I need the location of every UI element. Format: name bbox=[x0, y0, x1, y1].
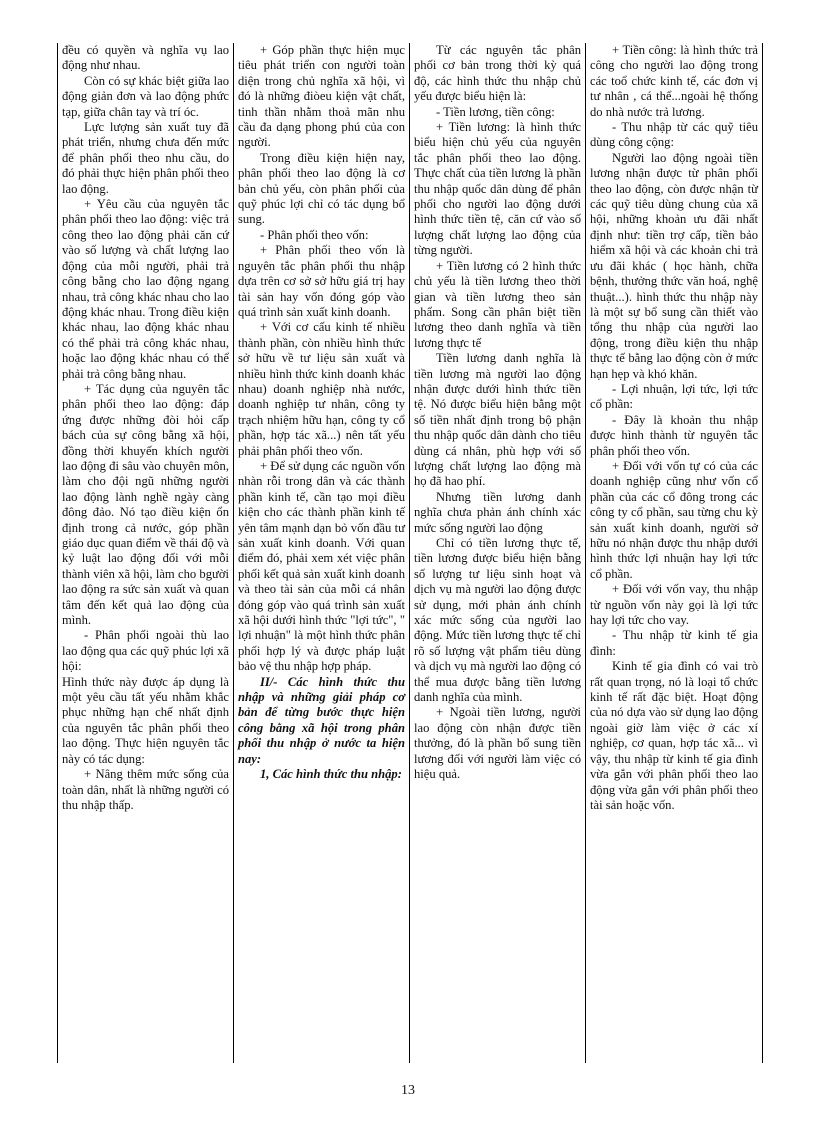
paragraph: Trong điều kiện hiện nay, phân phối theo lao động là cơ bản chủ yếu, còn phân phối của quỹ phúc lợi chỉ có tác dụng bổ sung. bbox=[238, 150, 405, 227]
section-heading: II/- Các hình thức thu nhập và những giải pháp cơ bản để từng bước thực hiện công bằng xã hội trong phân phối thu nhập ở nước ta hiện nay: bbox=[238, 674, 405, 766]
paragraph: Nhưng tiền lương danh nghĩa chưa phản ánh chính xác mức sống người lao động bbox=[414, 489, 581, 535]
page-number: 13 bbox=[401, 1083, 415, 1098]
column-1 bbox=[58, 43, 234, 1063]
paragraph: + Phân phối theo vốn là nguyên tắc phân phối thu nhập dựa trên cơ sở sở hữu giá trị hay tài sản hay vốn đóng góp vào quá trình sản xuất kinh doanh. bbox=[238, 243, 405, 319]
paragraph: + Yêu cầu của nguyên tắc phân phối theo lao động: việc trả công theo lao động phải căn cứ vào số lượng và chất lượng lao động của mỗi người, phải trả công bằng cho lao động ngang nhau, trả công khác nhau cho lao động khác nhau. Trong điều kiện khác nhau, lao động khác nhau có thể phải trả công khác nhau, hoặc lao động khác nhau có thể phải trả công bằng nhau. bbox=[62, 197, 229, 381]
paragraph: đều có quyền và nghĩa vụ lao động như nhau. bbox=[62, 43, 229, 73]
paragraph: + Đối với vốn vay, thu nhập từ nguồn vốn này gọi là lợi tức hay lợi tức cho vay. bbox=[590, 582, 758, 628]
document-page bbox=[57, 43, 763, 1063]
paragraph: + Góp phần thực hiện mục tiêu phát triển con người toàn diện trong chủ nghĩa xã hội, vì đó là những điòeu kiện vật chất, tinh thần nhằm thoả mãn nhu cầu đa dạng phong phú của con người. bbox=[238, 43, 405, 150]
column-2 bbox=[234, 43, 410, 1063]
paragraph: Tiền lương danh nghĩa là tiền lương mà người lao động nhận được dưới hình thức tiền tệ. Nó được biểu hiện bằng một số tiền nhất định trong bộ phận thu nhập quốc dân dành cho tiêu dùng cá nhân, phù hợp với số lượng chất lượng lao động mà họ đã hao phí. bbox=[414, 351, 581, 489]
paragraph: - Phân phối theo vốn: bbox=[260, 227, 369, 242]
column-4 bbox=[586, 43, 762, 1063]
paragraph: Từ các nguyên tắc phân phối cơ bản trong thời kỳ quá độ, các hình thức thu nhập chủ yếu được biểu hiện là: bbox=[414, 43, 581, 104]
paragraph: + Với cơ cấu kinh tế nhiều thành phần, còn nhiều hình thức sở hữu về tư liệu sản xuất và nhiều hình thức kinh doanh khác nhau) doanh nghiệp nhà nước, doanh nghiệp tư nhân, công ty trạch nhiệm hữu hạn, công ty cổ phần, hợp tác xã...) nên tất yếu phải phân phối theo vốn. bbox=[238, 320, 405, 458]
paragraph: Còn có sự khác biệt giữa lao động giản đơn và lao động phức tạp, giữa chân tay và trí óc. bbox=[62, 73, 229, 119]
paragraph: Lực lượng sản xuất tuy đã phát triển, nhưng chưa đến mức để phân phối theo nhu cầu, do đó phải thực hiện phân phối theo lao động. bbox=[62, 120, 229, 196]
paragraph: - Thu nhập từ kinh tế gia đình: bbox=[590, 628, 758, 658]
paragraph: Người lao động ngoài tiền lương nhận được từ phân phối theo lao động, còn được nhận từ các quỹ tiêu dùng chung của xã hội, những khoản ưu đãi nhất định như: tiền trợ cấp, tiền bảo hiểm xã hội và các khoản chi trả ưu đãi khác ( học hành, chữa bệnh, thưởng thức văn hoá, nghệ thuật...). hình thức thu nhập này là một sự bổ sung cần thiết vào tổng thu nhập của người lao động, trong điều kiện thu nhập thực tế bằng lao động còn ở mức hạn hẹp và khó khăn. bbox=[590, 150, 758, 381]
paragraph: Chỉ có tiền lương thực tế, tiền lương được biểu hiện bằng số lượng tư liệu sinh hoạt và dịch vụ mà người lao động được sử dụng, mới phản ánh chính xác mức sống của người lao động. Mức tiền lương thực tế chỉ rõ số lượng vật phẩm tiêu dùng và dịch vụ mà người lao động có thể mua được bằng tiền lương danh nghĩa của mình. bbox=[414, 536, 581, 705]
paragraph: + Ngoài tiền lương, người lao động còn nhận được tiền thưởng, đó là phần bổ sung tiền lương đối với người làm việc có hiệu quả. bbox=[414, 705, 581, 782]
paragraph: - Thu nhập từ các quỹ tiêu dùng công cộng: bbox=[590, 120, 758, 150]
paragraph: + Nâng thêm mức sống của toàn dân, nhất là những người có thu nhập thấp. bbox=[62, 767, 229, 812]
paragraph: - Tiền lương, tiền công: bbox=[436, 104, 555, 119]
paragraph: + Tiền lương: là hình thức biểu hiện chủ yếu của nguyên tắc phân phối theo lao động. Thực chất của tiền lương là phần thu nhập quốc dân dùng để phân phối cho người lao động dưới hình thức tiền tệ, căn cứ vào số lượng chất lượng lao động của từng người. bbox=[414, 120, 581, 258]
paragraph: + Tiền lương có 2 hình thức chủ yếu là tiền lương theo thời gian và tiền lương theo sản phẩm. Song cần phân biệt tiền lương theo danh nghĩa và tiền lương thực tế bbox=[414, 258, 581, 350]
paragraph: + Để sử dụng các nguồn vốn nhàn rỗi trong dân và các thành phần kinh tế, cần tạo mọi điều kiện cho các thành phần kinh tế yên tâm mạnh dạn bỏ vốn đầu tư sản xuất kinh doanh. Với quan điểm đó, phải xem xét việc phân phối kết quả sản xuất kinh doanh và theo tài sản của mỗi cá nhân đóng góp vào quá trình sản xuất xã hội dưới hình thức "lợi tức", " lợi nhuận" là một hình thức phân phối hợp lý và được pháp luật bảo vệ thu nhập hợp pháp. bbox=[238, 458, 405, 674]
paragraph: + Đối với vốn tự có của các doanh nghiệp cũng như vốn cổ phần của các cổ đông trong các công ty cổ phần, sau từng chu kỳ sản xuất kinh doanh, người sở hữu nó nhận được thu nhập dưới hình thức lợi nhuận hay lợi tức cổ phần. bbox=[590, 458, 758, 581]
subsection-heading: 1, Các hình thức thu nhập: bbox=[260, 767, 402, 782]
column-3 bbox=[410, 43, 586, 1063]
paragraph: - Đây là khoản thu nhập được hình thành từ nguyên tắc phân phối theo vốn. bbox=[590, 412, 758, 458]
paragraph: - Phân phối ngoài thù lao lao động qua các quỹ phúc lợi xã hội: bbox=[62, 628, 229, 674]
paragraph: Hình thức này được áp dụng là một yêu cầu tất yếu nhằm khắc phục những hạn chế nhất định của nguyên tắc phân phối theo lao động. Thực hiện nguyên tắc này có tác dụng: bbox=[62, 674, 229, 766]
paragraph: + Tiền công: là hình thức trả công cho người lao động trong các toổ chức kinh tế, các đơn vị tư nhân , cá thể...ngoài hệ thống do nhà nước trả lương. bbox=[590, 43, 758, 119]
paragraph: Kinh tế gia đình có vai trò rất quan trọng, nó là loại tổ chức kinh tế rất đặc biệt. Hoạt động của nó dựa vào sử dụng lao động ngoài giờ làm việc ở các xí nghiệp, cơ quan, hợp tác xã... vì vậy, thu nhập từ kinh tế gia đình vừa gắn với phân phối theo lao động vừa gắn với phân phối theo tài sản hoặc vốn. bbox=[590, 659, 758, 812]
paragraph: - Lợi nhuận, lợi tức, lợi tức cổ phần: bbox=[590, 381, 758, 412]
paragraph: + Tác dụng của nguyên tắc phân phối theo lao động: đáp ứng được những đòi hỏi cấp bách của sự công bằng xã hội, đồng thời khuyến khích người lao động đi sâu vào chuyên môn, làm cho đội ngũ những người lao động lành nghề ngày càng đông đảo. Nó tạo điều kiện ổn định trong cả nước, góp phần giáo dục quan điểm về thái độ và kỷ luật lao động đối với mỗi thành viên xã hội, làm cho bgười lao động ra sức sản xuất và quan tâm đến kết quả lao động của mình. bbox=[62, 381, 229, 628]
